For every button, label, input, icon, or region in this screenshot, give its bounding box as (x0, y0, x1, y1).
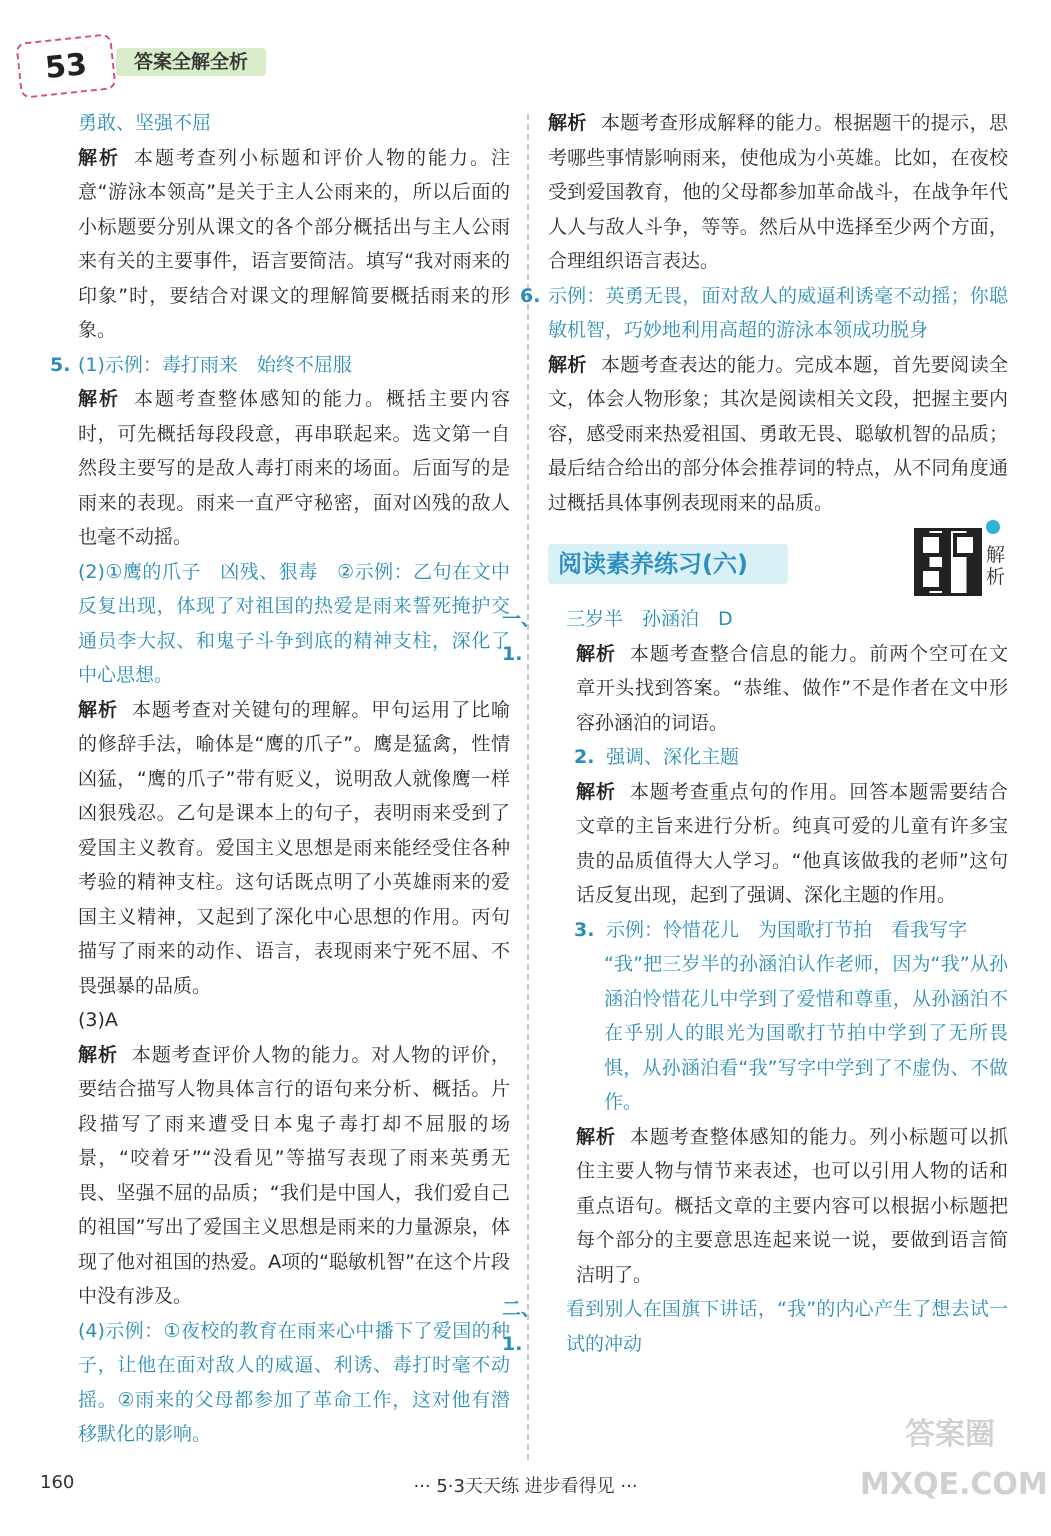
answer-text: (1)示例：毒打雨来 始终不屈服 (78, 353, 352, 376)
header-badge: 答案全解全析 (116, 48, 266, 76)
answer-text: 示例：英勇无畏，面对敌人的威逼利诱毫不动摇；你聪敏机智，巧妙地利用高超的游泳本领成功脱身 (548, 284, 1008, 341)
question-5 (50, 348, 510, 383)
question-number: 3. (574, 918, 595, 941)
question-number: 一、1. (502, 608, 541, 665)
explanation (548, 775, 1008, 913)
question-6 (520, 279, 1008, 348)
answer-text: 强调、深化主题 (606, 746, 740, 768)
explanation-label: 解析 (576, 780, 616, 803)
question-number: 2. (574, 746, 595, 768)
explanation (78, 693, 510, 1004)
footer-slogan: ··· 5·3天天练 进步看得见 ··· (413, 1476, 638, 1497)
explanation-text: 本题考查列小标题和评价人物的能力。注意“游泳本领高”是关于主人公雨来的，所以后面的小标题要分别从课文的各个部分概括出与主人公雨来有关的主要事件，语言要简洁。填写“我对雨来的印象”时，要结合对课文的理解简要概括雨来的形象。 (78, 146, 510, 341)
explanation-text: 本题考查评价人物的能力。对人物的评价，要结合描写人物具体言行的语句来分析、概括。片段描写了雨来遭受日本鬼子毒打却不屈服的场景，“咬着牙”“没看见”等描写表现了雨来英勇无畏、坚强不屈的品质；“我们是中国人，我们爱自己的祖国”写出了爱国主义思想是雨来的力量源泉，体现了他对祖国的热爱。A项的“聪敏机智”在这个片段中没有涉及。 (78, 1043, 510, 1307)
explanation-text: 本题考查形成解释的能力。根据题干的提示，思考哪些事情影响雨来，使他成为小英雄。比如，在夜校受到爱国教育，他的父母都参加革命战斗，在战争年代人人与敌人斗争，等等。然后从中选择至少两个方面，合理组织语言表达。 (548, 112, 1008, 272)
explanation-label: 解析 (78, 146, 120, 169)
answer-text: (4)示例：①夜校的教育在雨来心中播下了爱国的种子，让他在面对敌人的威逼、利诱、毒打时毫不动摇。②雨来的父母都参加了革命工作，这对他有潜移默化的影响。 (78, 1319, 510, 1445)
explanation (548, 348, 1008, 521)
explanation-label: 解析 (78, 698, 118, 721)
explanation-label: 解析 (576, 1125, 616, 1148)
answer-text: 三岁半 孙涵泊 D (566, 608, 733, 630)
qr-code-icon[interactable] (914, 528, 982, 596)
qr-label: 解析 (986, 544, 1006, 588)
answer-text: 示例：怜惜花儿 为国歌打节拍 看我写字 (606, 918, 968, 941)
watermark-logo: 答案圈 MXQE.COM (860, 1417, 1048, 1502)
section-title: 阅读素养练习(六) (548, 544, 788, 584)
explanation-label: 解析 (78, 1043, 118, 1066)
explanation-label: 解析 (548, 112, 587, 134)
question-number: 5. (50, 353, 71, 376)
answer-text: (2)①鹰的爪子 凶残、狠毒 ②示例：乙句在文中反复出现，体现了对祖国的热爱是雨来誓死掩护交通员李大叔、和鬼子斗争到底的精神支柱，深化了中心思想。 (78, 560, 510, 686)
answer-text: 勇敢、坚强不屈 (78, 112, 212, 134)
left-column (50, 106, 510, 1452)
explanation-text: 本题考查对关键句的理解。甲句运用了比喻的修辞手法，喻体是“鹰的爪子”。鹰是猛禽，性情凶猛，“鹰的爪子”带有贬义，说明敌人就像鹰一样凶狠残忍。乙句是课本上的句子，表明雨来受到了爱国主义教育。爱国主义思想是雨来能经受住各种考验的精神支柱。这句话既点明了小英雄雨来的爱国主义精神，又起到了深化中心思想的作用。丙句描写了雨来的动作、语言，表现雨来宁死不屈、不畏强暴的品质。 (78, 698, 510, 997)
explanation (78, 141, 510, 348)
explanation (78, 1038, 510, 1314)
answer-text: 看到别人在国旗下讲话，“我”的内心产生了想去试一试的冲动 (566, 1298, 1008, 1355)
explanation (548, 637, 1008, 741)
explanation-text: 本题考查整合信息的能力。前两个空可在文章开头找到答案。“恭维、做作”不是作者在文中形容孙涵泊的词语。 (576, 642, 1008, 734)
answer-text: “我”把三岁半的孙涵泊认作老师，因为“我”从孙涵泊怜惜花儿中学到了爱惜和尊重，从孙涵泊不在乎别人的眼光为国歌打节拍中学到了无所畏惧，从孙涵泊看“我”写字中学到了不虚伪、不做作。 (604, 953, 1008, 1113)
brand-logo: 53 (15, 33, 116, 99)
section-header (548, 534, 1008, 598)
explanation-text: 本题考查表达的能力。完成本题，首先要阅读全文，体会人物形象；其次是阅读相关文段，把握主要内容，感受雨来热爱祖国、勇敢无畏、聪敏机智的品质；最后结合给出的部分体会推荐词的特点，从不同角度通过概括具体事例表现雨来的品质。 (548, 353, 1008, 514)
play-icon (986, 520, 1000, 534)
explanation (548, 106, 1008, 279)
page-header (18, 36, 338, 92)
explanation (78, 382, 510, 555)
question-3 (548, 913, 1008, 948)
column-divider (527, 114, 529, 1460)
explanation (548, 1120, 1008, 1293)
explanation-label: 解析 (548, 353, 587, 376)
answer-text: (3)A (78, 1009, 118, 1031)
question-2 (548, 740, 1008, 775)
question-number: 6. (520, 284, 541, 307)
question-number: 二、1. (502, 1298, 541, 1355)
right-column (502, 106, 1008, 1361)
explanation-label: 解析 (576, 642, 616, 665)
explanation-text: 本题考查重点句的作用。回答本题需要结合文章的主旨来进行分析。纯真可爱的儿童有许多宝贵的品质值得大人学习。“他真该做我的老师”这句话反复出现，起到了强调、深化主题的作用。 (576, 780, 1008, 906)
question-part2-1 (502, 1292, 1008, 1361)
explanation-text: 本题考查整体感知的能力。概括主要内容时，可先概括每段段意，再串联起来。选文第一自然段主要写的是敌人毒打雨来的场面。后面写的是雨来的表现。雨来一直严守秘密，面对凶残的敌人也毫不动摇。 (78, 388, 510, 548)
page-number: 160 (40, 1472, 75, 1493)
explanation-text: 本题考查整体感知的能力。列小标题可以抓住主要人物与情节来表述，也可以引用人物的话和重点语句。概括文章的主要内容可以根据小标题把每个部分的主要意思连起来说一说，要做到语言简洁明了。 (576, 1125, 1008, 1286)
explanation-label: 解析 (78, 388, 120, 410)
